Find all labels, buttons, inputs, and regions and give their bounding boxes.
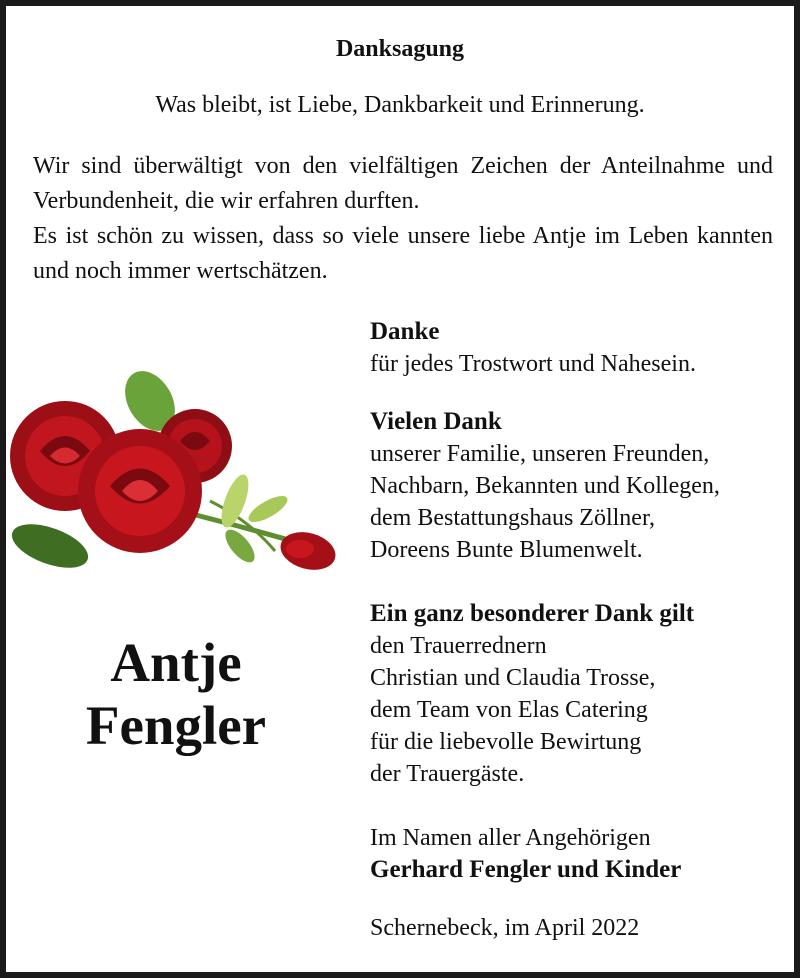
thanks-block-1 (370, 316, 780, 380)
intro-text (33, 149, 773, 289)
thanks-line: Nachbarn, Bekannten und Kollegen, (370, 473, 720, 499)
thanks-line: der Trauergäste. (370, 761, 525, 787)
roses-image (10, 361, 340, 576)
thanks-line: für die liebevolle Bewirtung (370, 729, 642, 755)
obituary-card (6, 6, 794, 972)
deceased-name (16, 631, 336, 757)
intro-paragraph-1: Wir sind überwältigt von den vielfältigen Zeichen der Anteilnahme und Verbundenheit, die wir erfahren durften. (33, 153, 773, 214)
page-title: Danksagung (335, 36, 465, 62)
intro-paragraph-2: Es ist schön zu wissen, dass so viele unsere liebe Antje im Leben kannten und noch immer wertschätzen. (33, 223, 773, 284)
first-name: Antje (110, 632, 242, 693)
thanks-line: unserer Familie, unseren Freunden, (370, 441, 710, 467)
thanks-heading: Ein ganz besonderer Dank gilt (370, 600, 695, 627)
place-date: Schernebeck, im April 2022 (370, 915, 640, 941)
thanks-block-3 (370, 598, 780, 790)
thanks-heading: Vielen Dank (370, 408, 502, 435)
thanks-heading: Danke (370, 318, 440, 345)
thanks-line: den Trauerrednern (370, 633, 547, 659)
thanks-line: Christian und Claudia Trosse, (370, 665, 656, 691)
thanks-block-2 (370, 406, 780, 566)
thanks-line: dem Bestattungshaus Zöllner, (370, 505, 655, 531)
signature (370, 822, 780, 886)
last-name: Fengler (85, 695, 267, 756)
thanks-line: für jedes Trostwort und Nahesein. (370, 351, 696, 377)
signature-line-1: Im Namen aller Angehörigen (370, 825, 651, 851)
motto: Was bleibt, ist Liebe, Dankbarkeit und Erinnerung. (155, 92, 645, 118)
thanks-line: dem Team von Elas Catering (370, 697, 648, 723)
signature-names: Gerhard Fengler und Kinder (370, 856, 682, 883)
thanks-line: Doreens Bunte Blumenwelt. (370, 537, 643, 563)
